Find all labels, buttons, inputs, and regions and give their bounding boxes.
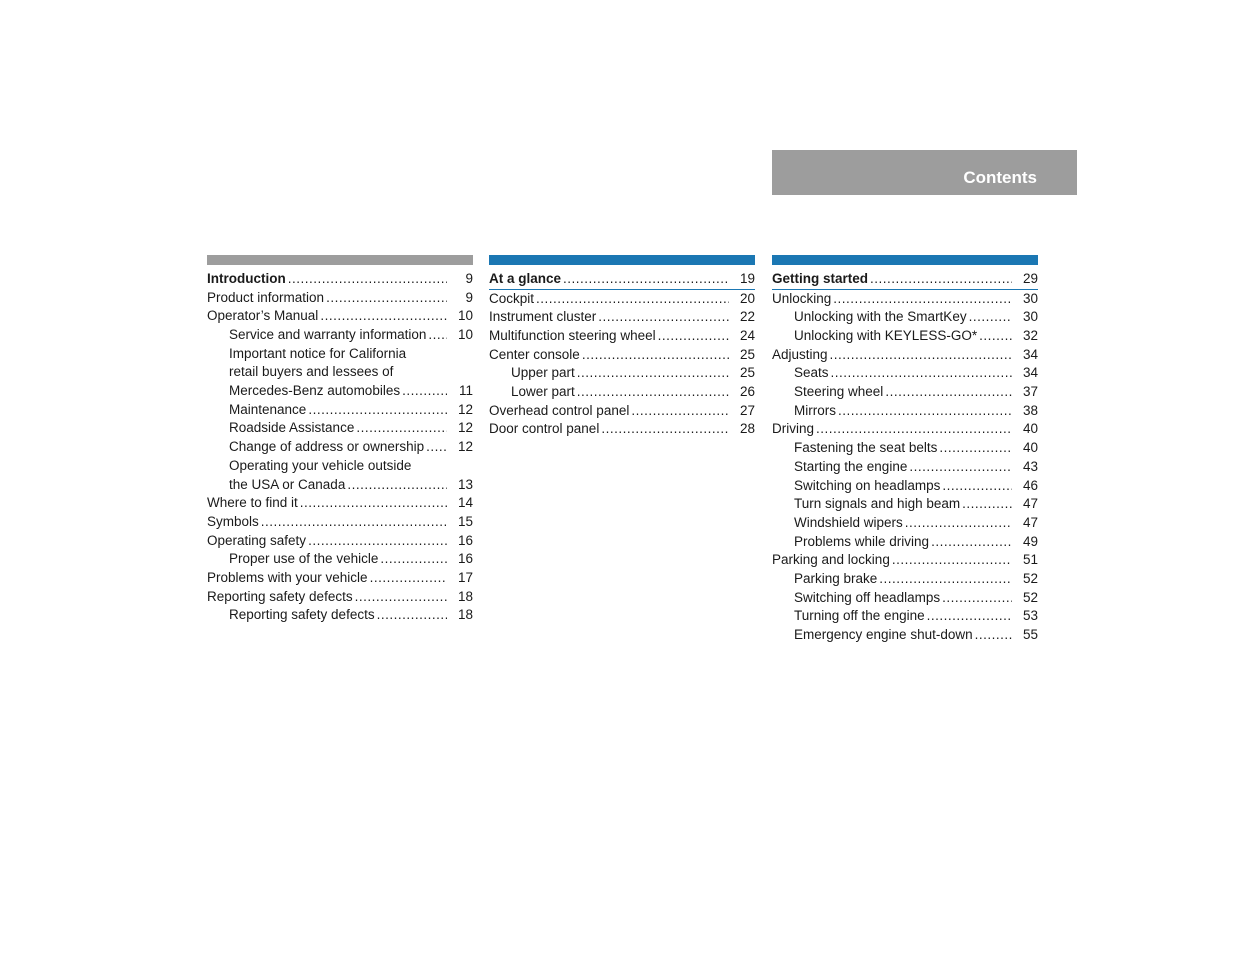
toc-entry-label: Where to find it bbox=[207, 495, 298, 511]
toc-page-number: 22 bbox=[739, 309, 755, 325]
toc-entry-label: Emergency engine shut-down bbox=[794, 627, 973, 643]
toc-subentry[interactable] bbox=[207, 420, 473, 439]
dot-leader bbox=[426, 438, 447, 457]
dot-leader bbox=[601, 421, 729, 440]
toc-entry-label: Switching on headlamps bbox=[794, 477, 941, 493]
toc-entry-label: Turn signals and high beam bbox=[794, 496, 961, 512]
toc-entry[interactable] bbox=[207, 307, 473, 326]
toc-page-number: 18 bbox=[457, 607, 473, 623]
toc-column-introduction bbox=[207, 255, 473, 625]
toc-page-number: 27 bbox=[739, 402, 755, 418]
toc-page-number: 13 bbox=[457, 476, 473, 492]
toc-subentry[interactable] bbox=[772, 533, 1038, 552]
toc-page-number: 30 bbox=[1022, 309, 1038, 325]
toc-page-number: 29 bbox=[1022, 270, 1038, 286]
toc-subentry[interactable] bbox=[772, 308, 1038, 327]
toc-entry-label: Getting started bbox=[772, 270, 869, 286]
toc-page-number: 26 bbox=[739, 384, 755, 400]
toc-page-number: 25 bbox=[739, 346, 755, 362]
toc-subentry[interactable] bbox=[772, 589, 1038, 608]
toc-entry-label: Lower part bbox=[511, 384, 575, 400]
toc-entry-label: Seats bbox=[794, 365, 829, 381]
toc-entry-label: Adjusting bbox=[772, 346, 828, 362]
toc-subentry[interactable] bbox=[772, 364, 1038, 383]
toc-entry-label: Symbols bbox=[207, 513, 259, 529]
contents-header-tab bbox=[772, 150, 1077, 195]
toc-entry-label: retail buyers and lessees of bbox=[229, 364, 394, 380]
toc-subentry[interactable] bbox=[772, 402, 1038, 421]
toc-entry[interactable] bbox=[489, 346, 755, 365]
toc-list-introduction bbox=[207, 270, 473, 625]
toc-page-number: 18 bbox=[457, 588, 473, 604]
toc-entry-label: Introduction bbox=[207, 270, 286, 286]
toc-entry-label: Fastening the seat belts bbox=[794, 440, 938, 456]
toc-entry-label: Overhead control panel bbox=[489, 402, 630, 418]
toc-entry[interactable] bbox=[207, 588, 473, 607]
toc-entry[interactable] bbox=[772, 346, 1038, 365]
toc-entry-label: Operating safety bbox=[207, 532, 307, 548]
toc-entry[interactable] bbox=[207, 494, 473, 513]
toc-page-number: 28 bbox=[739, 421, 755, 437]
toc-subentry[interactable] bbox=[489, 383, 755, 402]
toc-subentry[interactable] bbox=[207, 606, 473, 625]
toc-entry-label: Parking brake bbox=[794, 570, 878, 586]
toc-subentry[interactable] bbox=[772, 458, 1038, 477]
dot-leader bbox=[598, 308, 729, 327]
toc-entry-label: Operator’s Manual bbox=[207, 308, 319, 324]
toc-page-number: 49 bbox=[1022, 533, 1038, 549]
toc-page-number: 43 bbox=[1022, 458, 1038, 474]
toc-entry-label: Important notice for California bbox=[229, 345, 407, 361]
toc-entry[interactable] bbox=[772, 270, 1038, 290]
toc-page-number: 19 bbox=[739, 270, 755, 286]
toc-entry-label: Turning off the engine bbox=[794, 608, 925, 624]
toc-subentry[interactable] bbox=[772, 327, 1038, 346]
toc-entry-label: Upper part bbox=[511, 365, 575, 381]
toc-page-number: 34 bbox=[1022, 346, 1038, 362]
toc-entry[interactable] bbox=[489, 290, 755, 309]
toc-page-number: 52 bbox=[1022, 589, 1038, 605]
toc-page-number: 24 bbox=[739, 328, 755, 344]
dot-leader bbox=[838, 402, 1012, 421]
dot-leader bbox=[261, 513, 447, 532]
toc-entry[interactable] bbox=[772, 421, 1038, 440]
toc-page-number: 16 bbox=[457, 551, 473, 567]
dot-leader bbox=[347, 476, 447, 495]
toc-subentry[interactable] bbox=[772, 383, 1038, 402]
toc-page-number: 14 bbox=[457, 495, 473, 511]
toc-page-number: 34 bbox=[1022, 365, 1038, 381]
toc-page-number: 32 bbox=[1022, 328, 1038, 344]
toc-entry[interactable] bbox=[489, 308, 755, 327]
toc-subentry[interactable] bbox=[207, 401, 473, 420]
dot-leader bbox=[927, 607, 1012, 626]
toc-entry[interactable] bbox=[489, 402, 755, 421]
section-bar-at-a-glance bbox=[489, 255, 755, 265]
dot-leader bbox=[582, 346, 729, 365]
toc-subentry[interactable] bbox=[207, 476, 473, 495]
toc-page-number: 38 bbox=[1022, 402, 1038, 418]
toc-page-number: 15 bbox=[457, 513, 473, 529]
toc-subentry[interactable] bbox=[772, 607, 1038, 626]
toc-page-number: 55 bbox=[1022, 627, 1038, 643]
toc-page-number: 9 bbox=[465, 270, 473, 286]
toc-subentry[interactable] bbox=[207, 438, 473, 457]
dot-leader bbox=[308, 401, 447, 420]
dot-leader bbox=[288, 270, 447, 289]
toc-subentry bbox=[207, 363, 473, 382]
dot-leader bbox=[830, 346, 1012, 365]
dot-leader bbox=[308, 532, 447, 551]
dot-leader bbox=[300, 494, 447, 513]
dot-leader bbox=[402, 382, 447, 401]
toc-column-getting-started bbox=[772, 255, 1038, 645]
dot-leader bbox=[905, 514, 1012, 533]
toc-entry-label: Multifunction steering wheel bbox=[489, 328, 656, 344]
dot-leader bbox=[577, 383, 729, 402]
toc-page-number: 47 bbox=[1022, 496, 1038, 512]
toc-entry[interactable] bbox=[207, 270, 473, 289]
section-bar-getting-started bbox=[772, 255, 1038, 265]
dot-leader bbox=[577, 364, 729, 383]
dot-leader bbox=[885, 383, 1012, 402]
toc-entry-label: Unlocking with KEYLESS-GO* bbox=[794, 328, 978, 344]
toc-entry-label: Reporting safety defects bbox=[229, 607, 375, 623]
toc-page-number: 10 bbox=[457, 327, 473, 343]
toc-subentry[interactable] bbox=[489, 364, 755, 383]
section-bar-introduction bbox=[207, 255, 473, 265]
toc-entry-label: Reporting safety defects bbox=[207, 588, 353, 604]
toc-entry[interactable] bbox=[772, 290, 1038, 309]
dot-leader bbox=[962, 495, 1012, 514]
toc-subentry[interactable] bbox=[772, 495, 1038, 514]
toc-subentry[interactable] bbox=[772, 477, 1038, 496]
toc-entry-label: Maintenance bbox=[229, 401, 307, 417]
toc-entry-label: Mirrors bbox=[794, 402, 836, 418]
toc-page-number: 25 bbox=[739, 365, 755, 381]
toc-page-number: 10 bbox=[457, 308, 473, 324]
toc-entry-label: Operating your vehicle outside bbox=[229, 457, 412, 473]
toc-entry-label: Roadside Assistance bbox=[229, 420, 355, 436]
dot-leader bbox=[833, 290, 1012, 309]
toc-page-number: 53 bbox=[1022, 608, 1038, 624]
toc-entry[interactable] bbox=[207, 289, 473, 308]
toc-page-number: 37 bbox=[1022, 384, 1038, 400]
dot-leader bbox=[942, 589, 1012, 608]
dot-leader bbox=[892, 551, 1012, 570]
toc-page-number: 51 bbox=[1022, 552, 1038, 568]
dot-leader bbox=[563, 270, 729, 289]
toc-entry-label: Mercedes-Benz automobiles bbox=[229, 383, 401, 399]
toc-page-number: 11 bbox=[458, 383, 473, 399]
toc-entry-label: Instrument cluster bbox=[489, 309, 597, 325]
toc-page-number: 9 bbox=[465, 289, 473, 305]
toc-page-number: 52 bbox=[1022, 570, 1038, 586]
dot-leader bbox=[979, 327, 1012, 346]
toc-entry-label: Problems while driving bbox=[794, 533, 930, 549]
toc-page-number: 12 bbox=[457, 439, 473, 455]
dot-leader bbox=[536, 290, 729, 309]
toc-page-number: 40 bbox=[1022, 421, 1038, 437]
toc-subentry[interactable] bbox=[772, 626, 1038, 645]
toc-entry-label: Product information bbox=[207, 289, 325, 305]
toc-entry-label: Service and warranty information bbox=[229, 327, 427, 343]
toc-page-number: 12 bbox=[457, 401, 473, 417]
dot-leader bbox=[816, 421, 1012, 440]
toc-entry-label: At a glance bbox=[489, 270, 562, 286]
dot-leader bbox=[969, 308, 1012, 327]
toc-subentry[interactable] bbox=[207, 382, 473, 401]
toc-page-number: 16 bbox=[457, 532, 473, 548]
toc-entry[interactable] bbox=[772, 551, 1038, 570]
dot-leader bbox=[326, 289, 447, 308]
dot-leader bbox=[356, 420, 447, 439]
dot-leader bbox=[370, 569, 447, 588]
toc-column-at-a-glance bbox=[489, 255, 755, 439]
toc-page-number: 46 bbox=[1022, 477, 1038, 493]
toc-list-at-a-glance bbox=[489, 270, 755, 439]
toc-entry[interactable] bbox=[207, 569, 473, 588]
toc-entry-label: Parking and locking bbox=[772, 552, 890, 568]
toc-entry-label: Cockpit bbox=[489, 290, 535, 306]
dot-leader bbox=[428, 326, 447, 345]
toc-subentry bbox=[207, 345, 473, 364]
toc-entry-label: Unlocking bbox=[772, 290, 832, 306]
toc-entry[interactable] bbox=[489, 327, 755, 346]
toc-page-number: 12 bbox=[457, 420, 473, 436]
toc-entry-label: Starting the engine bbox=[794, 458, 908, 474]
dot-leader bbox=[909, 458, 1012, 477]
toc-entry-label: Unlocking with the SmartKey bbox=[794, 309, 967, 325]
toc-page-number: 47 bbox=[1022, 514, 1038, 530]
dot-leader bbox=[975, 626, 1012, 645]
toc-entry-label: Steering wheel bbox=[794, 384, 884, 400]
toc-entry[interactable] bbox=[207, 532, 473, 551]
dot-leader bbox=[631, 402, 729, 421]
toc-subentry bbox=[207, 457, 473, 476]
toc-entry-label: Proper use of the vehicle bbox=[229, 551, 379, 567]
toc-list-getting-started bbox=[772, 270, 1038, 645]
dot-leader bbox=[939, 439, 1012, 458]
toc-subentry[interactable] bbox=[207, 326, 473, 345]
dot-leader bbox=[942, 477, 1012, 496]
dot-leader bbox=[320, 307, 447, 326]
toc-entry-label: Driving bbox=[772, 421, 815, 437]
dot-leader bbox=[377, 606, 447, 625]
dot-leader bbox=[355, 588, 447, 607]
toc-entry-label: Door control panel bbox=[489, 421, 600, 437]
toc-entry-label: Change of address or ownership bbox=[229, 439, 425, 455]
dot-leader bbox=[870, 270, 1012, 289]
dot-leader bbox=[380, 550, 447, 569]
toc-entry-label: the USA or Canada bbox=[229, 476, 346, 492]
dot-leader bbox=[879, 570, 1012, 589]
toc-subentry[interactable] bbox=[772, 439, 1038, 458]
toc-entry-label: Switching off headlamps bbox=[794, 589, 941, 605]
contents-title: Contents bbox=[963, 168, 1037, 187]
toc-page-number: 30 bbox=[1022, 290, 1038, 306]
toc-page-number: 40 bbox=[1022, 440, 1038, 456]
toc-page-number: 17 bbox=[457, 569, 473, 585]
dot-leader bbox=[931, 533, 1012, 552]
toc-subentry[interactable] bbox=[772, 570, 1038, 589]
toc-entry[interactable] bbox=[489, 421, 755, 440]
toc-entry[interactable] bbox=[207, 513, 473, 532]
dot-leader bbox=[831, 364, 1012, 383]
toc-subentry[interactable] bbox=[772, 514, 1038, 533]
toc-entry[interactable] bbox=[489, 270, 755, 290]
toc-entry-label: Problems with your vehicle bbox=[207, 569, 368, 585]
toc-entry-label: Center console bbox=[489, 346, 580, 362]
toc-page-number: 20 bbox=[739, 290, 755, 306]
toc-subentry[interactable] bbox=[207, 550, 473, 569]
toc-entry-label: Windshield wipers bbox=[794, 514, 903, 530]
dot-leader bbox=[658, 327, 729, 346]
